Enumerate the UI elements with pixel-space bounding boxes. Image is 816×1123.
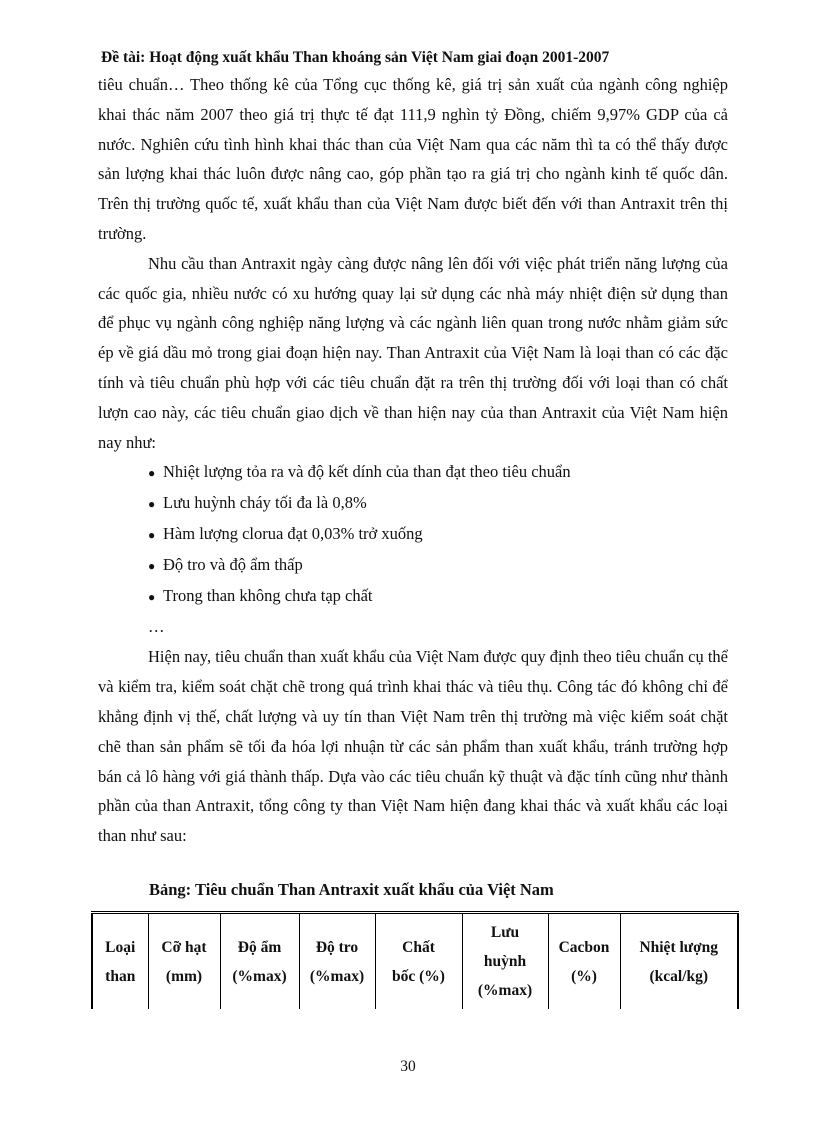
antraxit-standards-table — [91, 911, 739, 1009]
column-header: Độ ẩm (%max) — [220, 913, 299, 1010]
column-header: Cacbon (%) — [548, 913, 620, 1010]
list-item: ● Hàm lượng clorua đạt 0,03% trở xuống — [148, 519, 728, 550]
standards-list — [98, 457, 728, 612]
paragraph-demand: Nhu cầu than Antraxit ngày càng được nâng lên đối với việc phát triển năng lượng của các quốc gia, nhiều nước có xu hướng quay lại sử dụng các nhà máy nhiệt điện sử dụng than để phục vụ ngành công nghiệp năng lượng và các ngành liên quan trong nước nhằm giảm sức ép về giá dầu mỏ trong giai đoạn hiện nay. Than Antraxit của Việt Nam là loại than có các đặc tính và tiêu chuẩn phù hợp với các tiêu chuẩn đặt ra trên thị trường đối với loại than có chất lượn cao này, các tiêu chuẩn giao dịch về than hiện nay của than Antraxit của Việt Nam hiện nay như: — [98, 253, 728, 452]
bullet-icon: ● — [148, 590, 156, 605]
bullet-icon: ● — [148, 466, 156, 481]
body-text — [98, 70, 728, 851]
column-header: Độ tro (%max) — [299, 913, 375, 1010]
table-header-row — [92, 913, 738, 1010]
table-caption: Bảng: Tiêu chuẩn Than Antraxit xuất khẩu của Việt Nam — [149, 880, 554, 899]
page-number: 30 — [400, 1058, 416, 1075]
column-header: Chất bốc (%) — [375, 913, 462, 1010]
column-header: Loại than — [92, 913, 148, 1010]
list-item: ● Trong than không chưa tạp chất — [148, 581, 728, 612]
list-item: ● Lưu huỳnh cháy tối đa là 0,8% — [148, 488, 728, 519]
paragraph-export-standards: Hiện nay, tiêu chuẩn than xuất khẩu của Việt Nam được quy định theo tiêu chuẩn cụ thể và kiểm tra, kiểm soát chặt chẽ trong quá trình khai thác và tiêu thụ. Công tác đó không chỉ để khẳng định vị thế, chất lượng và uy tín than Việt Nam trên thị trường mà việc kiểm soát chặt chẽ than sản phẩm sẽ tối đa hóa lợi nhuận từ các sản phẩm than xuất khẩu, tránh trường hợp bán cả lô hàng với giá thành thấp. Dựa vào các tiêu chuẩn kỹ thuật và đặc tính cũng như thành phần của than Antraxit, tổng công ty than Việt Nam hiện đang khai thác và xuất khẩu các loại than như sau: — [98, 647, 728, 846]
bullet-icon: ● — [148, 497, 156, 512]
list-item: ● Nhiệt lượng tỏa ra và độ kết dính của than đạt theo tiêu chuẩn — [148, 457, 728, 488]
document-header: Đề tài: Hoạt động xuất khẩu Than khoáng sản Việt Nam giai đoạn 2001-2007 — [101, 49, 610, 66]
paragraph-intro: tiêu chuẩn… Theo thống kê của Tổng cục thống kê, giá trị sản xuất của ngành công nghiệp khai thác năm 2007 theo giá trị thực tế đạt 111,9 nghìn tỷ Đồng, chiếm 9,97% GDP của cả nước. Nghiên cứu tình hình khai thác than của Việt Nam qua các năm thì ta có thể thấy được sản lượng khai thác luôn được nâng cao, góp phần tạo ra giá trị cho ngành kinh tế quốc dân. Trên thị trường quốc tế, xuất khẩu than của Việt Nam được biết đến với than Antraxit trên thị trường. — [98, 75, 728, 243]
list-ellipsis: … — [148, 617, 165, 637]
bullet-icon: ● — [148, 559, 156, 574]
column-header: Nhiệt lượng (kcal/kg) — [620, 913, 738, 1010]
column-header: Lưu huỳnh (%max) — [462, 913, 548, 1010]
list-item: ● Độ tro và độ ẩm thấp — [148, 550, 728, 581]
bullet-icon: ● — [148, 528, 156, 543]
column-header: Cỡ hạt (mm) — [148, 913, 220, 1010]
